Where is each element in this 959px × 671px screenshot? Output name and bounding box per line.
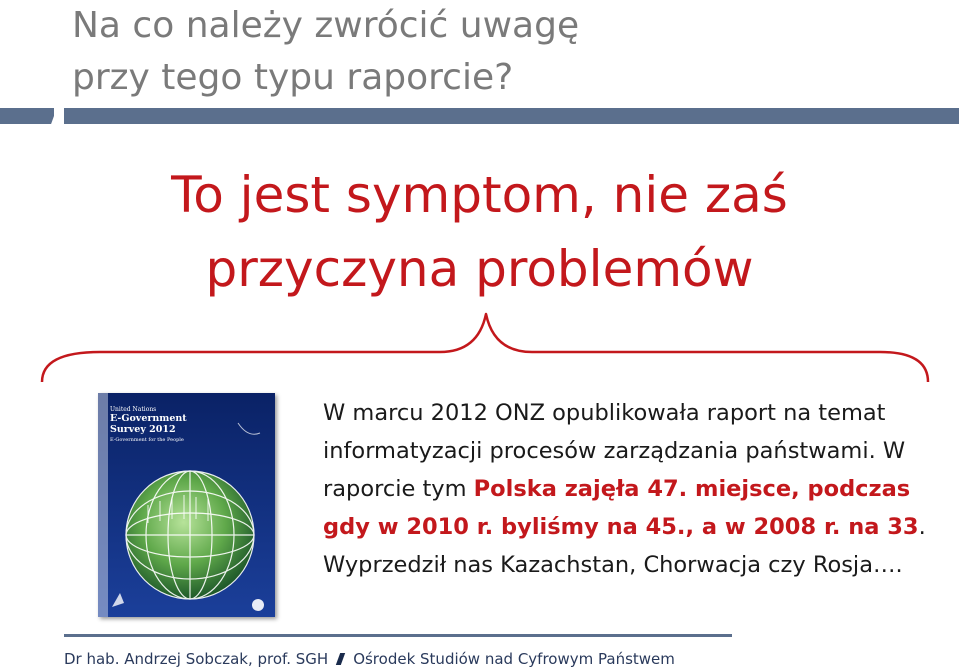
curly-brace (0, 300, 959, 400)
slide-title (72, 0, 892, 104)
cover-text (110, 406, 187, 443)
body-text-part1: W marcu 2012 ONZ opublikowała raport na temat informatyzacji procesów zarządzania państwami. W raporcie tym (323, 400, 906, 502)
cover-title-line1: E-Government (110, 413, 187, 424)
title-bar-right (64, 108, 959, 124)
headline (0, 158, 959, 306)
headline-line2: przyczyna problemów (205, 240, 754, 298)
body-paragraph (323, 394, 933, 584)
title-divider-bar (0, 108, 959, 124)
cover-org: United Nations (110, 406, 157, 413)
footer-separator (336, 653, 345, 665)
report-cover-image (98, 393, 275, 617)
footer-institution: Ośrodek Studiów nad Cyfrowym Państwem (353, 650, 675, 668)
cover-title-line2: Survey 2012 (110, 424, 176, 435)
body-highlight: Polska zajęła 47. miejsce, podczas gdy w 2010 r. byliśmy na 45., a w 2008 r. na 33 (323, 476, 919, 540)
slide-title-line1: Na co należy zwrócić uwagę (72, 5, 580, 46)
headline-line1: To jest symptom, nie zaś (171, 166, 788, 224)
footer-divider (64, 634, 732, 637)
cover-subtitle: E-Government for the People (110, 437, 184, 443)
footer (64, 648, 954, 670)
footer-author: Dr hab. Andrzej Sobczak, prof. SGH (64, 650, 329, 668)
title-bar-left (0, 108, 54, 124)
body-text-part2: . Wyprzedził nas Kazachstan, Chorwacja czy Rosja…. (323, 514, 926, 578)
slide-title-line2: przy tego typu raporcie? (72, 57, 514, 98)
